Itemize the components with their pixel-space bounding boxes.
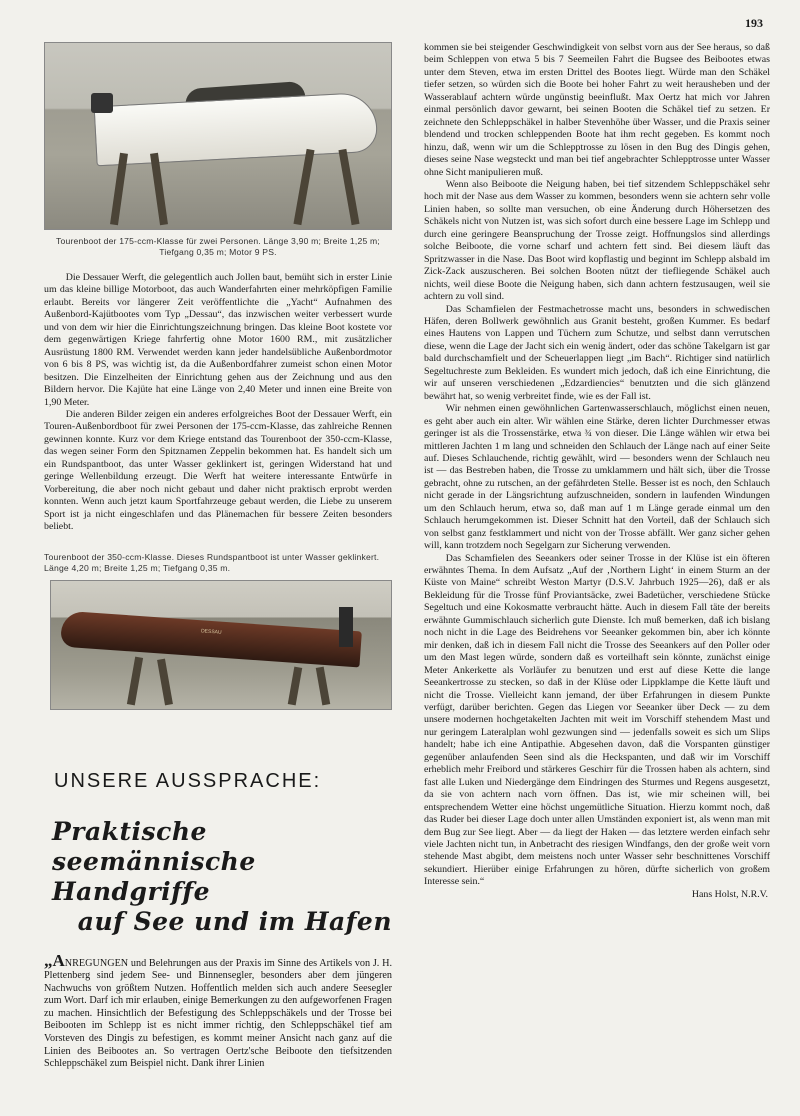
- right-paragraph: Das Schamfielen des Seeankers oder seiner Trosse in der Klüse ist ein öfteren erwähntes Thema. In dem Aufsatz „Auf der ‚Northern Light‘ in einem Sturm an der Küste von Maine“ schreibt Weston Martyr (D.S.V. Jahrbuch 1925—26), daß er als Bekleidung für die Trosse fünf Proviantsäcke, zwei Badetücher, verschiedene Stücke Segeltuch und eine Kokosmatte verbraucht hätte. Auch in diesem Fall täte der bereits erwähnte Gummischlauch sicherlich gute Dienste. Ich muß bemerken, daß ich bislang noch nicht in die Lage des Beidrehens vor Seeanker gekommen bin, aber ich könnte mir denken, daß ich in diesem Fall nicht die Trosse des Seeankers auf den Poller oder um den Mast legen würde, sondern daß es vorteilhaft sein könnte, zunächst einige Meter Ankerkette als Vorläufer zu benutzen und erst auf diese Kette die lange Seeankertrosse zu stecken, so daß in der Klüse oder Lippklampe die Kette läuft und nicht die Trosse. Vielleicht kann jemand, der über Erfahrungen in diesem Punkte verfügt, darüber berichten. Gegen das Liegen vor Seeanker über Deck — zu dem unsere modernen hochgetakelten Jachten mit weit im Vorschiff stehendem Mast und nur geringem Lateralplan wohl gezwungen sind — jedenfalls soweit es sich um Slips handelt; habe ich eine Antipathie. Abgesehen davon, daß die Vorspanten günstiger gegenüber anlaufenden Seen sind als die Heckspanten, und daß wir im Vorschiff erheblich mehr Freibord und stärkeres Geschirr für die Trossen haben als achtern, sind fast alle Luken und Niedergänge dem Eindringen des Sturmes und Regens ausgesetzt, da sie von achtern nach vorn öffnen. Das ist, wie mir scheinen will, bei entsprechendem Wetter eine höchst ungemütliche Situation. Hierzu kommt noch, daß das Ruder bei dieser Lage doch unter allen Umständen exponiert ist, als wenn man mit dem Bug zur See liegt. Aber — da liegt der Haken — das letztere werden einfach sehr viele Jachten nicht tun, in Anbetracht des riesigen Windfangs, den der große weit vorn stehende Mast abgibt, dem meistens noch unter Wasser sehr beschnittenes Vorschiff sekundiert. Hierüber einige Erfahrungen zu hören, dürfte sicherlich von großem Interesse sein.“: [424, 552, 770, 888]
- page-number: 193: [745, 16, 763, 30]
- article-title-line1: Praktische seemännische Handgriffe: [52, 816, 256, 906]
- right-paragraph: Wenn also Beiboote die Neigung haben, bei tief sitzendem Schleppschäkel sehr hoch mit der Nase aus dem Wasser zu kommen, besonders wenn sie achtern sehr volle Linien haben, so sollte man versuchen, ob eine Änderung durch Höhersetzen des Schäkels nicht von Nutzen ist, was sich sofort durch eine bessere Lage im Schlepp und durch eine geringere Beanspruchung der Trosse zeigt. Hoffnungslos sind allerdings solche Beiboote, die vorne scharf und achtern fett sind. Bei diesem läuft das Spritzwasser in die Nase. Das Boot wird kopflastig und beginnt im Schlepp alsbald im Zick-Zack auszuscheren. Bei solchen Booten nützt der tiefliegende Schäkel auch nichts, weil diese Boote die Neigung haben, sich dann achtern festzusaugen, weil sie achtern zu voll sind.: [424, 178, 770, 303]
- hull-lettering: DESSAU: [200, 627, 222, 636]
- drop-cap: „A: [44, 950, 65, 970]
- right-paragraph: kommen sie bei steigender Geschwindigkeit von selbst vorn aus der See heraus, so daß beim Schleppen von etwa 5 bis 7 Seemeilen Fahrt die Bugsee des Beibootes etwas unter dem Steven, etwa im ersten Drittel des Bootes liegt. Würde man den Schäkel tiefer setzen, so würden sich die Boote bei hoher Fahrt zu weit herausheben und der Wasserablauf achtern würde ungünstig beeinflußt. Max Oertz hat mich vor Jahren einmal persönlich davor gewarnt, bei seinen Booten die Schäkel tief zu setzen. Er zeichnete den Schleppschäkel in halber Stevenhöhe über Wasser, und die Praxis seiner blendend und trocken schleppenden Boote hat ihm recht gegeben. Es kommt noch hinzu, daß, wenn wir um die Schlepptrosse zu lösen in den Bug des Dingis gehen, dieses seine Nase wegsteckt und man bei tief angebrachter Schlepptrosse unter Wasser ohne Sicht manipulieren muß.: [424, 42, 770, 178]
- right-column: [424, 42, 770, 901]
- photo-boat-175ccm: [44, 42, 392, 230]
- article-intro: [44, 950, 392, 1071]
- left-paragraph: Die Dessauer Werft, die gelegentlich auch Jollen baut, bemüht sich in erster Linie um das kleine billige Motorboot, das auch Wanderfahrten einer mehrköpfigen Familie erlaubt. Bereits vor längerer Zeit veröffentlichte die „Yacht“ Aufnahmen des Außenbord-Kajütbootes vom Typ „Dessau“, das inzwischen weiter verbessert wurde und von dem wir hier die Einrichtungszeichnung bringen. Das kleine Boot kostete vor dem gegenwärtigen Kriege fahrfertig ohne Motor 1600 RM., mit zusätzlicher Ausrüstung 1800 RM. Verwendet werden kann jeder handelsübliche Außenbordmotor von 6 bis 8 PS, was wichtig ist, da die Außenbordfahrer zumeist schon einen Motor besitzen. Die Einzelheiten der Einrichtung gehen aus der Zeichnung und aus den Bildern hervor. Die Kajüte hat eine Länge von 2,40 Meter und innen eine Breite von 1,90 Meter.: [44, 272, 392, 408]
- photo-boat-350ccm: [50, 580, 392, 710]
- photo2-caption: Tourenboot der 350-ccm-Klasse. Dieses Rundspantboot ist unter Wasser geklinkert. Länge 4,20 m; Breite 1,25 m; Tiefgang 0,35 m.: [44, 551, 380, 573]
- article-title-line2: auf See und im Hafen: [77, 906, 392, 936]
- intro-text: NREGUNGEN und Belehrungen aus der Praxis im Sinne des Artikels von J. H. Plettenberg sind jedem See- und Binnensegler, besonders aber dem jüngeren Nachwuchs von größtem Nutzen. Hoffentlich melden sich auch andere Seesegler zum Wort. Darf ich mir erlauben, einige Bemerkungen zu den aufgeworfenen Fragen zu machen. Hinsichtlich der Befestigung des Schleppschäkels und der Trosse bei Beibooten im Schlepp ist es nicht immer richtig, den Schleppschäkel tief am Vorsteven des Dingis zu befestigen, es kommt meiner Ansicht nach ganz auf die Linien des Beibootes an. So vertragen Oertz'sche Beiboote den tiefsitzenden Schleppschäkel zum Beispiel nicht. Dank ihrer Linien: [44, 957, 392, 1070]
- right-paragraph: Das Schamfielen der Festmachetrosse macht uns, besonders in schwedischen Häfen, deren Bollwerk gewöhnlich aus Granit besteht, großen Kummer. Es bedarf eines Hautens von Lappen und Tüchern zum Schutze, und selbst dann verrutschen diese, wenn die Lage der Jacht sich ein wenig ändert, oder das schöne Takelgarn ist gar bald durchschamfielt und der Scheuerlappen liegt „im Bach“. Richtiger sind natürlich Segeltuchreste zum Bekleiden. Es wundert mich jedoch, daß ich eine Einrichtung, die wir auf unseren verschiedenen „Edzardiencies“ benutzten und die sich glänzend bewährt hat, so wenig verbreitet finde, wie es der Fall ist.: [424, 303, 770, 402]
- section-heading: UNSERE AUSSPRACHE:: [54, 769, 322, 792]
- left-paragraph: Die anderen Bilder zeigen ein anderes erfolgreiches Boot der Dessauer Werft, ein Touren-Außenbordboot für zwei Personen der 175-ccm-Klasse, das zahlreiche Rennen gewinnen konnte. Kurz vor dem Kriege entstand das Tourenboot der 350-ccm-Klasse, das wegen seiner Form den Spitznamen Zeppelin bekommen hat. Es handelt sich um ein Rundspantboot, das unter Wasser geklinkert ist, geringen Widerstand hat und geringe Wellenbildung erzeugt. Die Werft hat weitere interessante Entwürfe in Vorbereitung, die aber noch nicht gebaut und daher nicht praktisch erprobt werden konnten. Wenn auch jetzt kaum Sportfahrzeuge gebaut werden, die Liebe zu unserem Sport ist ja nicht eingeschlafen und das Plänemachen für bessere Zeiten besonders beliebt.: [44, 408, 392, 533]
- author-signature: Hans Holst, N.R.V.: [691, 888, 768, 900]
- photo1-caption: Tourenboot der 175-ccm-Klasse für zwei Personen. Länge 3,90 m; Breite 1,25 m; Tiefgang 0,35 m; Motor 9 PS.: [56, 236, 380, 257]
- right-paragraph: Wir nehmen einen gewöhnlichen Gartenwasserschlauch, möglichst einen neuen, es geht aber auch ein alter. Wir wählen eine Stärke, deren lichter Durchmesser etwas geringer ist als die Trossenstärke, etwa ¾ von dieser. Die Länge wählen wir etwa bei mittleren Jachten 1 m lang und schneiden den Schlauch der Länge nach auf einer Seite auf. Dieses Schlauchende, richtig gewählt, wird — besonders wenn der Schlauch neu ist — das Bestreben haben, die Trosse zu umklammern und hält sich, über die Trosse gebracht, ohne zu rutschen, an der gefährdeten Stelle. Besser ist es noch, den Schlauch nicht gerade in der Längsrichtung aufzuschneiden, sondern in laufenden Windungen um den Schlauch herum, etwa so, daß man auf 1 m Länge gerade einmal um den Schlauch herumgekommen ist. Dieser Schnitt hat den Vorteil, daß der Schlauch sich von selbst ganz festklammert und nicht von der Trosse abfällt. Wer ganz sicher gehen will, kann trotzdem noch Segelgarn zur Sicherung verwenden.: [424, 403, 770, 552]
- left-column: [44, 42, 392, 1071]
